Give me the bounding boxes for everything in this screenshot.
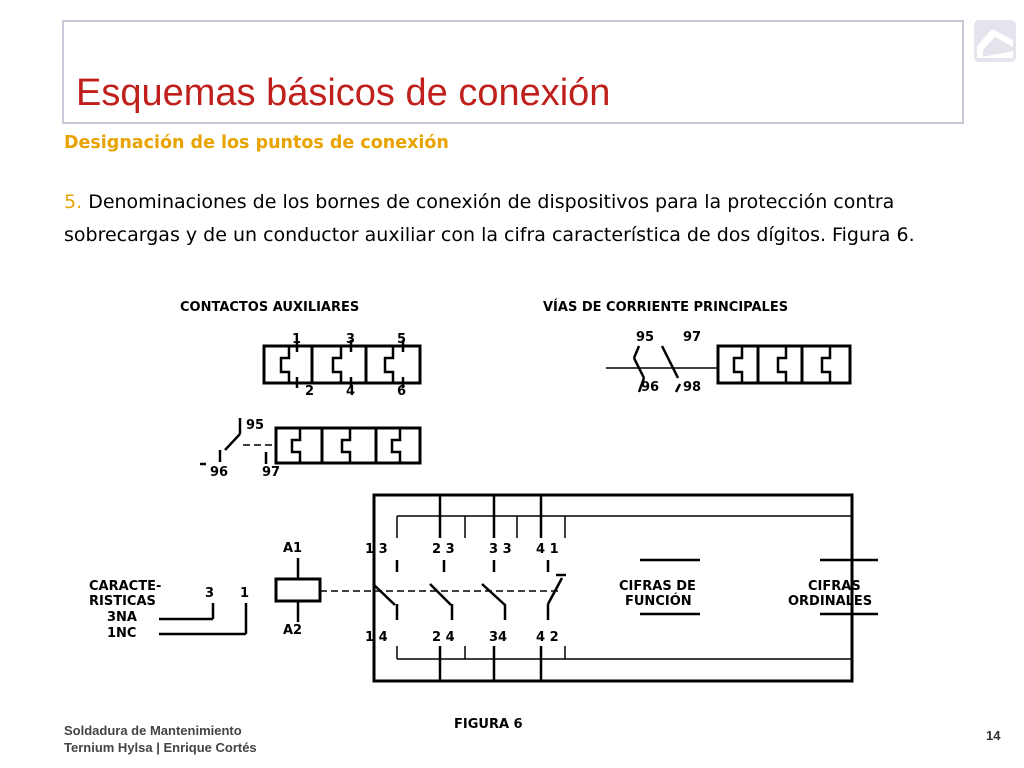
caract-line-2: RISTICAS (89, 594, 156, 609)
ord-line-1: CIFRAS (808, 579, 861, 594)
aux-label-3: 3 (346, 332, 356, 347)
terminal-bottom-34: 34 (489, 630, 508, 645)
aux-heading: CONTACTOS AUXILIARES (180, 300, 360, 315)
terminal-top-41: 4 1 (536, 542, 559, 557)
terminal-top-33: 3 3 (489, 542, 512, 557)
main-label-97: 97 (683, 330, 702, 345)
coil-a1-label: A1 (283, 541, 303, 556)
caract-line-4: 1NC (107, 626, 137, 641)
relay2-label-96: 96 (210, 465, 229, 480)
figure-caption: FIGURA 6 (454, 717, 523, 732)
terminal-top-23: 2 3 (432, 542, 455, 557)
main-heading: VÍAS DE CORRIENTE PRINCIPALES (543, 300, 789, 315)
terminal-top-13: 1 3 (365, 542, 388, 557)
footer-author: Ternium Hylsa | Enrique Cortés (64, 740, 257, 755)
caract-line-3: 3NA (107, 610, 137, 625)
terminal-bottom-14: 1 4 (365, 630, 388, 645)
ord-line-2: ORDINALES (788, 594, 873, 609)
terminal-bottom-42: 4 2 (536, 630, 559, 645)
func-line-1: CIFRAS DE (619, 579, 696, 594)
item-number: 5. (64, 191, 83, 213)
page-number: 14 (986, 728, 1001, 743)
slide-title: Esquemas básicos de conexión (76, 72, 611, 114)
caract-num-1: 1 (240, 586, 250, 601)
main-label-96: 96 (641, 380, 660, 395)
main-label-95: 95 (636, 330, 655, 345)
func-line-2: FUNCIÓN (625, 594, 692, 609)
aux-label-1: 1 (292, 332, 302, 347)
subtitle: Designación de los puntos de conexión (64, 133, 449, 153)
caract-line-1: CARACTE- (89, 579, 162, 594)
caract-num-3: 3 (205, 586, 215, 601)
footer-course: Soldadura de Mantenimiento (64, 723, 242, 738)
aux-label-5: 5 (397, 332, 407, 347)
aux-label-4: 4 (346, 384, 356, 399)
footer-credits (64, 722, 257, 756)
coil-a2-label: A2 (283, 623, 303, 638)
relay2-label-95: 95 (246, 418, 265, 433)
body-text: Denominaciones de los bornes de conexión de dispositivos para la protección contra sobrecargas y de un conductor auxiliar con la cifra característica de dos dígitos. Figura 6. (64, 191, 915, 246)
terminal-bottom-24: 2 4 (432, 630, 455, 645)
main-label-98: 98 (683, 380, 702, 395)
relay2-label-97: 97 (262, 465, 281, 480)
aux-label-2: 2 (305, 384, 315, 399)
aux-label-6: 6 (397, 384, 407, 399)
